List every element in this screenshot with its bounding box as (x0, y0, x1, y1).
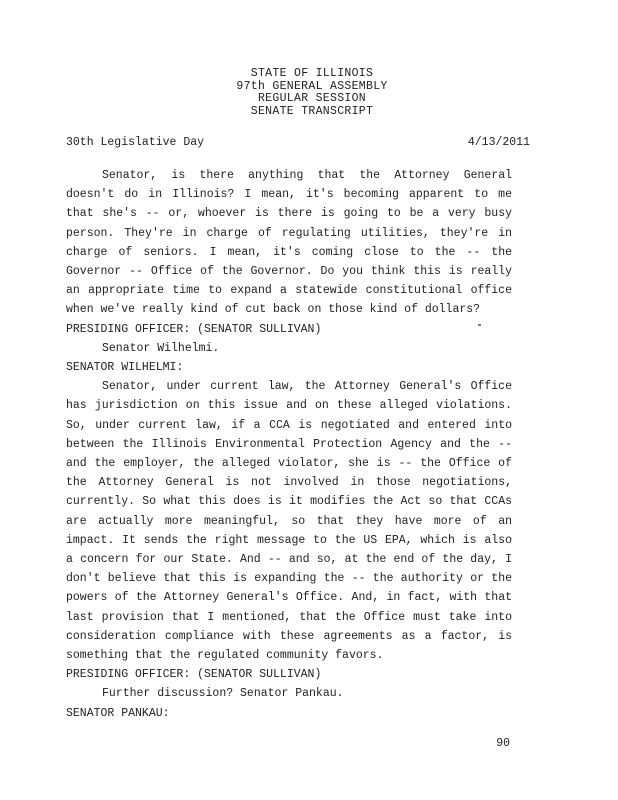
session-date: 4/13/2011 (467, 136, 530, 149)
header-state: STATE OF ILLINOIS (250, 67, 374, 80)
header-assembly: 97th GENERAL ASSEMBLY (236, 79, 388, 93)
speaker-label: PRESIDING OFFICER: (SENATOR SULLIVAN) (66, 668, 322, 682)
speaker-label: PRESIDING OFFICER: (SENATOR SULLIVAN) (66, 322, 322, 336)
speaker-label: SENATOR WILHELMI: (66, 361, 184, 375)
recognition-line: Further discussion? Senator Pankau. (102, 687, 344, 701)
header-transcript: SENATE TRANSCRIPT (250, 104, 374, 118)
speaker-label: SENATOR PANKAU: (66, 706, 170, 720)
legislative-day: 30th Legislative Day (66, 136, 205, 149)
speech-paragraph: Senator, under current law, the Attorney General's Office has jurisdiction on this issue and on these alleged violations. So, under current law, if a CCA is negotiated and entered into between the Illinois Environmental Protection Agency and the -- and the employer, the alleged violator, she is -- the Office of the Attorney General is not involved in those negotiations, currently. So what this does is it modifies the Act so that CCAs are actually more meaningful, so that they have more of an impact. It sends the right message to the US EPA, which is also a concern for our State. And -- and so, at the end of the day, I don't believe that this is expanding the -- the authority or the powers of the Attorney General's Office. And, in fact, with that last provision that I mentioned, that the Office must take into consideration compliance with these agreements as a factor, is something that the regulated community favors. (66, 380, 512, 663)
speech-paragraph: Senator, is there anything that the Attorney General doesn't do in Illinois? I mean, it's becoming apparent to me that she's -- or, whoever is there is going to be a very busy person. They're in charge of regulating utilities, they're in charge of seniors. I mean, it's coming close to the -- the Governor -- Office of the Governor. Do you think this is really an appropriate time to expand a statewide constitutional office when we've really kind of cut back on those kind of dollars? (66, 169, 512, 317)
transcript-body (66, 166, 512, 723)
header-session: REGULAR SESSION (257, 92, 367, 105)
recognition-line: Senator Wilhelmi. (102, 341, 220, 355)
page-number: 90 (496, 737, 510, 750)
document-header (0, 68, 618, 118)
